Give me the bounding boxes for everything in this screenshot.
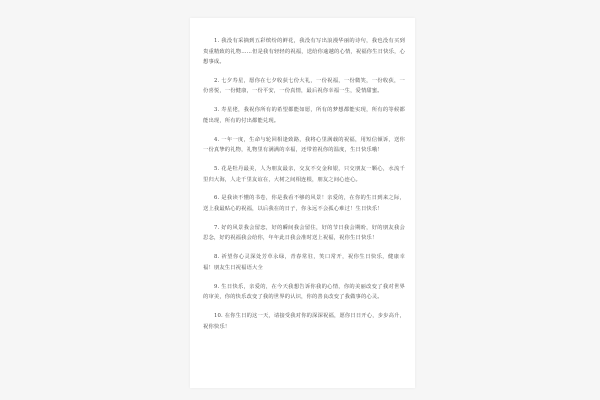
paragraph-2: 2. 七夕寿星，愿你在七夕收获七份大礼，一份祝福，一份微笑，一份收获，一份喜悦，一份健康，一份平安，一份真情，最后祝你幸福一生，爱情甜蜜。 (203, 77, 405, 95)
paragraph-7: 7. 好的风景我会留恋，好的瞬间我会留住，好的节日我会期盼，好的朋友我会思念，好的祝福我会给你，年年此日我会准时送上祝福，祝你生日快乐！ (203, 224, 405, 242)
paragraph-3: 3. 寿星佬，我祝你所有的希望都能如愿，所有的梦想都能实现，所有的等候都能出现，所有的付出都能兑现。 (203, 107, 405, 124)
paragraph-6: 6. 是我读不懂的书卷，你是我看不够的风景！亲爱的，在你的生日到来之际，送上我最贴心的祝福，以后我在的日子，你永远不会孤心难过！生日快乐！ (203, 195, 405, 212)
paragraph-4: 4. 一年一度，生命与轮回相逢致路，我将心里满载的祝福，用短信倾诉，送你一份真挚的礼物，礼物里有满满的幸福，还带着祝你的温度，生日快乐哦！ (203, 136, 405, 154)
paragraph-10: 10. 在你生日的这一天，请接受我对你的深深祝福，愿你日日开心，步步高升，祝你快乐！ (203, 313, 405, 330)
document-page (190, 18, 415, 388)
paragraph-1: 1. 我没有采摘到五彩缤纷的鲜花，我没有写出浪漫华丽的诗句，我也没有买到贵重精致的礼物……但是我有轻轻的祝福，送给你逾越的心情，祝福你生日快乐，心想事成。 (203, 38, 405, 65)
paragraph-5: 5. 花是牡丹最美，人为朋友最亲，交友不交金和银，只交朋友一颗心，水流千里归大海，人走千里友谊在，大树之间相连根，朋友之间心连心。 (203, 166, 405, 183)
paragraph-9: 9. 生日快乐，亲爱的，在今天我想告诉你我的心情，你的美丽改变了我对世界的审美，你的快乐改变了我的世界的认识，你的善良改变了我做事的心灵。 (203, 283, 405, 301)
paragraph-8: 8. 祈望你心灵深处芳草永绿，青春常驻，笑口常开，祝你生日快乐，健康幸福！朋友生日祝福语大全 (203, 254, 405, 271)
document-body (203, 36, 405, 340)
